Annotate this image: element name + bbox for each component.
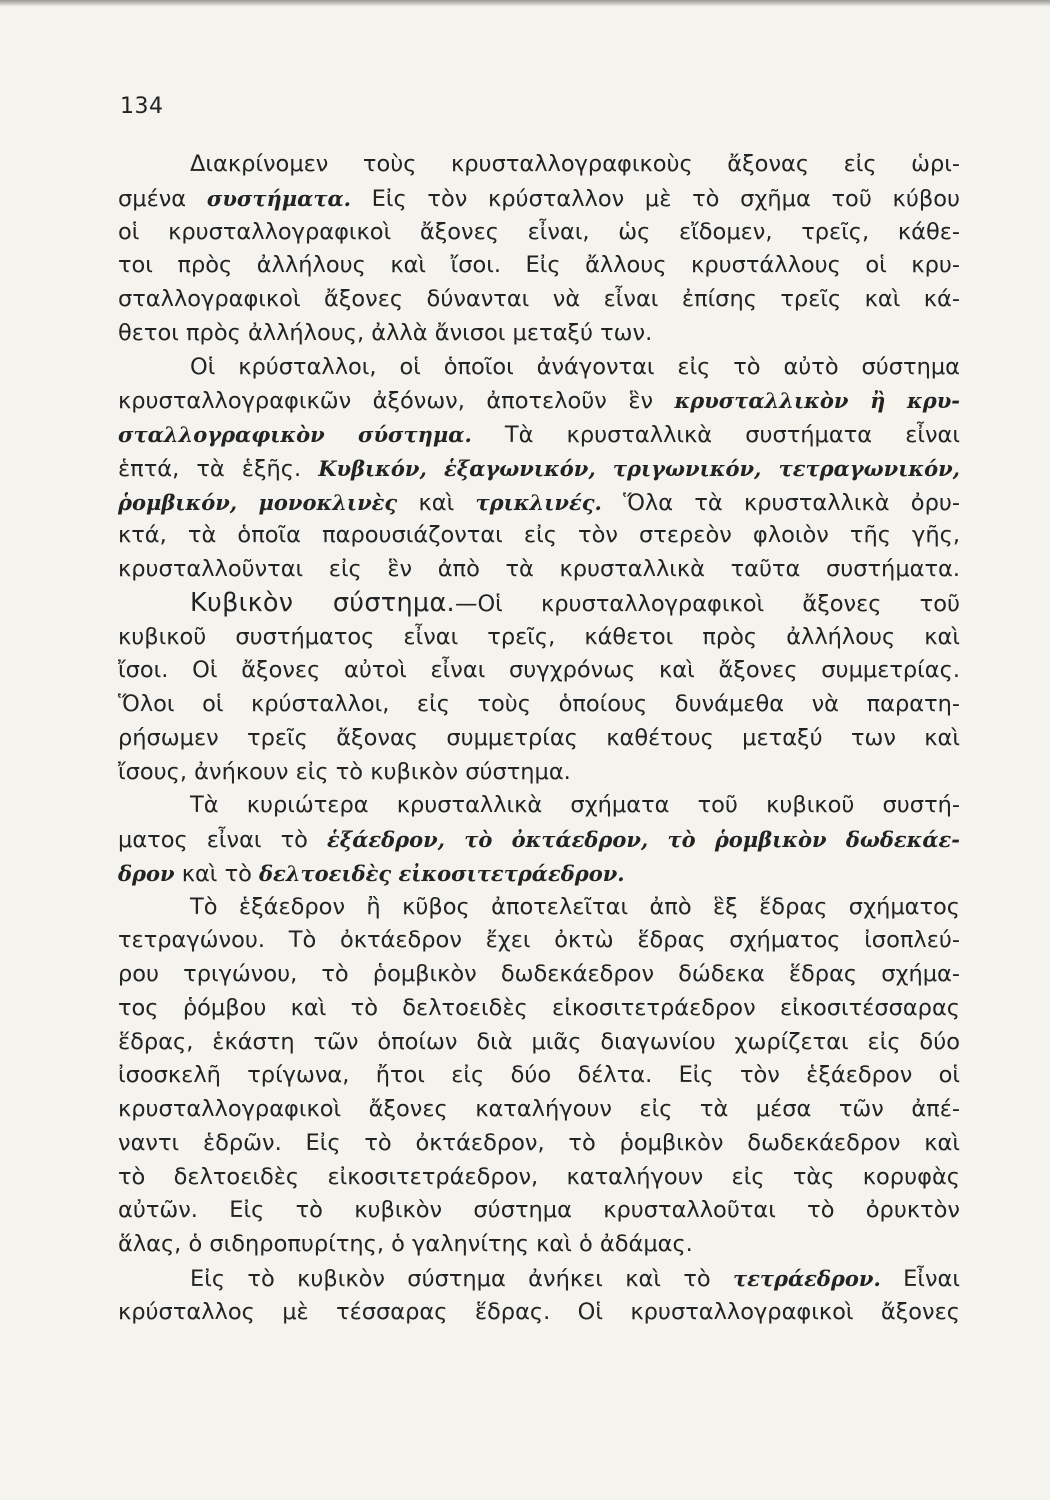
text-line xyxy=(118,756,960,790)
text-line xyxy=(118,452,960,486)
page-top-edge xyxy=(0,0,1050,6)
text-line xyxy=(118,418,960,452)
text-run: ἑπτά, τὰ ἑξῆς. xyxy=(118,455,319,482)
emphasized-term: ἑξάεδρον, τὸ ὀκτάεδρον, τὸ ῥομβικὸν δωδεκάε- xyxy=(326,827,960,852)
text-line xyxy=(118,1296,960,1330)
text-run: τος ῥόμβου καὶ τὸ δελτοειδὲς εἰκοσιτετράεδρον εἰκοσιτέσσαρας xyxy=(118,994,960,1021)
text-line xyxy=(118,1161,960,1195)
text-run: Οἱ κρύσταλλοι, οἱ ὁποῖοι ἀνάγονται εἰς τὸ αὐτὸ σύστημα xyxy=(190,353,960,380)
text-line xyxy=(118,182,960,216)
text-line xyxy=(118,958,960,992)
text-run: Διακρίνομεν τοὺς κρυσταλλογραφικοὺς ἄξονας εἰς ὡρι- xyxy=(190,151,960,177)
text-line xyxy=(118,654,960,688)
emphasized-term: τετράεδρον. xyxy=(733,1265,881,1291)
text-line xyxy=(118,688,960,722)
text-run: κρυσταλλοῦνται εἰς ἓν ἀπὸ τὰ κρυσταλλικὰ ταῦτα συστήματα. xyxy=(118,556,960,582)
text-line xyxy=(118,148,960,182)
text-line xyxy=(118,1262,960,1296)
text-line xyxy=(118,283,960,317)
text-line xyxy=(118,621,960,655)
text-line xyxy=(118,1026,960,1060)
emphasized-term: Κυβικόν, ἑξαγωνικόν, τριγωνικόν, τετραγωνικόν, xyxy=(318,455,960,481)
text-run: Εἶναι xyxy=(880,1265,960,1292)
text-run: ρου τριγώνου, τὸ ῥομβικὸν δωδεκάεδρον δώδεκα ἕδρας σχήμα- xyxy=(118,961,960,987)
text-run: καὶ xyxy=(397,489,476,516)
text-run: Τὰ κυριώτερα κρυσταλλικὰ σχήματα τοῦ κυβικοῦ συστή- xyxy=(190,792,960,819)
text-run: κυβικοῦ συστήματος εἶναι τρεῖς, κάθετοι πρὸς ἀλλήλους καὶ xyxy=(118,623,960,650)
text-run: καὶ τὸ xyxy=(174,860,260,887)
text-line xyxy=(118,351,960,385)
body-text xyxy=(118,148,960,1329)
text-line xyxy=(118,249,960,283)
text-run: Εἰς τὸν κρύσταλλον μὲ τὸ σχῆμα τοῦ κύβου xyxy=(350,185,960,212)
text-line xyxy=(118,486,960,520)
text-run: —Οἱ κρυσταλλογραφικοὶ ἄξονες τοῦ xyxy=(454,590,961,617)
text-run: Τὸ ἑξάεδρον ἢ κῦβος ἀποτελεῖται ἀπὸ ἓξ ἕδρας σχήματος xyxy=(190,893,960,920)
text-line xyxy=(118,1194,960,1228)
text-line xyxy=(118,1059,960,1093)
text-run: ναντι ἑδρῶν. Εἰς τὸ ὀκτάεδρον, τὸ ῥομβικὸν δωδεκάεδρον καὶ xyxy=(118,1129,960,1156)
text-run: οἱ κρυσταλλογραφικοὶ ἄξονες εἶναι, ὡς εἴδομεν, τρεῖς, κάθε- xyxy=(118,218,960,245)
text-run: αὐτῶν. Εἰς τὸ κυβικὸν σύστημα κρυσταλλοῦται τὸ ὀρυκτὸν xyxy=(118,1197,960,1224)
text-line xyxy=(118,587,960,621)
text-line xyxy=(118,789,960,823)
emphasized-term: ῥομβικόν, μονοκλινὲς xyxy=(118,489,398,515)
text-run: ἰσοσκελῆ τρίγωνα, ἤτοι εἰς δύο δέλτα. Εἰς τὸν ἑξάεδρον οἱ xyxy=(118,1062,960,1089)
text-run: ἕδρας, ἑκάστη τῶν ὁποίων διὰ μιᾶς διαγωνίου χωρίζεται εἰς δύο xyxy=(118,1028,960,1055)
emphasized-term: δελτοειδὲς εἰκοσιτετράεδρον. xyxy=(259,860,625,886)
text-line xyxy=(118,722,960,756)
text-line xyxy=(118,1228,960,1262)
text-line xyxy=(118,1127,960,1161)
section-heading: Κυβικὸν σύστημα. xyxy=(190,587,455,618)
text-run: κτά, τὰ ὁποῖα παρουσιάζονται εἰς τὸν στερεὸν φλοιὸν τῆς γῆς, xyxy=(118,522,960,549)
text-run: ματος εἶναι τὸ xyxy=(118,827,327,853)
text-run: Τὰ κρυσταλλικὰ συστήματα εἶναι xyxy=(471,422,960,448)
text-run: κρυσταλλογραφικοὶ ἄξονες καταλήγουν εἰς τὰ μέσα τῶν ἀπέ- xyxy=(118,1096,960,1122)
text-line xyxy=(118,519,960,553)
text-line xyxy=(118,384,960,418)
text-line xyxy=(118,216,960,250)
text-run: ρήσωμεν τρεῖς ἄξονας συμμετρίας καθέτους μεταξύ των καὶ xyxy=(118,724,960,751)
text-run: τετραγώνου. Τὸ ὀκτάεδρον ἔχει ὀκτὼ ἕδρας σχήματος ἰσοπλεύ- xyxy=(118,927,960,954)
text-run: κρύσταλλος μὲ τέσσαρας ἕδρας. Οἱ κρυσταλλογραφικοὶ ἄξονες xyxy=(118,1298,960,1325)
emphasized-term: συστήματα. xyxy=(206,185,351,211)
text-line xyxy=(118,823,960,857)
text-line xyxy=(118,317,960,351)
text-line xyxy=(118,857,960,891)
text-line xyxy=(118,924,960,958)
text-run: τοι πρὸς ἀλλήλους καὶ ἴσοι. Εἰς ἄλλους κρυστάλλους οἱ κρυ- xyxy=(118,252,960,279)
text-run: ἴσους, ἀνήκουν εἰς τὸ κυβικὸν σύστημα. xyxy=(118,758,571,785)
text-run: σταλλογραφικοὶ ἄξονες δύνανται νὰ εἶναι ἐπίσης τρεῖς καὶ κά- xyxy=(118,286,960,312)
text-run: Εἰς τὸ κυβικὸν σύστημα ἀνήκει καὶ τὸ xyxy=(190,1265,733,1292)
text-line xyxy=(118,553,960,587)
text-run: θετοι πρὸς ἀλλήλους, ἀλλὰ ἄνισοι μεταξύ των. xyxy=(118,319,653,346)
emphasized-term: σταλλογραφικὸν σύστημα. xyxy=(118,422,472,447)
page-number: 134 xyxy=(120,94,164,119)
text-run: ἅλας, ὁ σιδηροπυρίτης, ὁ γαληνίτης καὶ ὁ ἀδάμας. xyxy=(118,1231,693,1257)
text-run: ἴσοι. Οἱ ἄξονες αὐτοὶ εἶναι συγχρόνως καὶ ἄξονες συμμετρίας. xyxy=(118,657,960,684)
text-line xyxy=(118,1093,960,1127)
emphasized-term: κρυσταλλικὸν ἢ κρυ- xyxy=(674,388,960,414)
text-run: κρυσταλλογραφικῶν ἀξόνων, ἀποτελοῦν ἓν xyxy=(118,388,675,415)
text-line xyxy=(118,891,960,925)
emphasized-term: τρικλινές. xyxy=(475,489,602,515)
text-run: σμένα xyxy=(118,185,207,212)
text-run: Ὅλα τὰ κρυσταλλικὰ ὀρυ- xyxy=(601,489,960,516)
emphasized-term: δρον xyxy=(118,860,175,886)
text-run: Ὅλοι οἱ κρύσταλλοι, εἰς τοὺς ὁποίους δυνάμεθα νὰ παρατη- xyxy=(118,691,960,717)
text-line xyxy=(118,992,960,1026)
text-run: τὸ δελτοειδὲς εἰκοσιτετράεδρον, καταλήγουν εἰς τὰς κορυφὰς xyxy=(118,1163,960,1190)
